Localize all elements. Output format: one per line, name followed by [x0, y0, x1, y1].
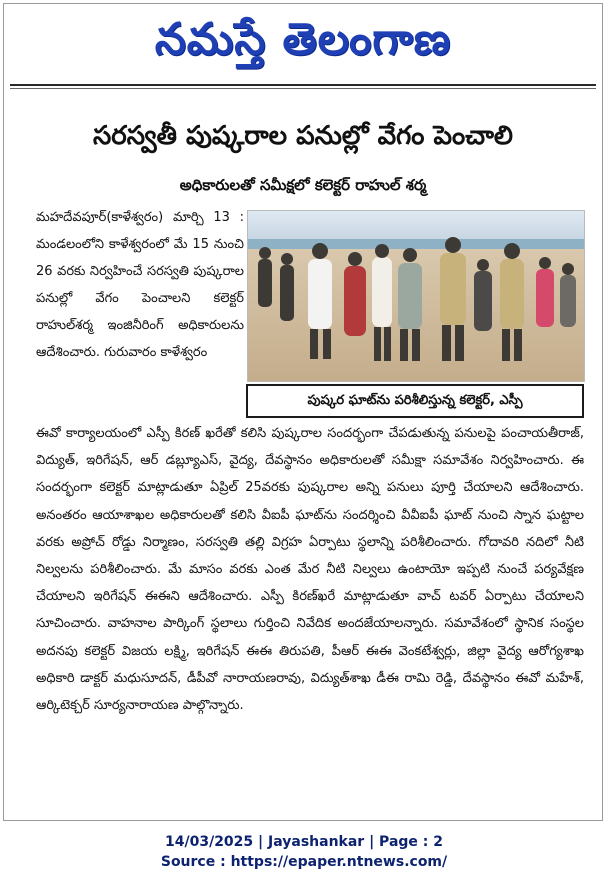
photo-caption: పుష్కర ఘాట్‌ను పరిశీలిస్తున్న కలెక్టర్, ఎస్పీ: [246, 384, 584, 418]
article-body-paragraph: ఈవో కార్యాలయంలో ఎస్పీ కిరణ్ ఖరేతో కలిసి పుష్కరాల సందర్భంగా చేపడుతున్న పనులపై పంచాయతీరాజ్, విద్యుత్, ఇరిగేషన్, ఆర్ డబ్ల్యూఎస్, వైద్య, దేవస్థానం అధికారులతో సమీక్షా సమావేశం నిర్వహించారు. ఈ సందర్భంగా కలెక్టర్ మాట్లాడుతూ ఏప్రిల్ 25వరకు పుష్కరాల అన్ని పనులు పూర్తి చేయాలని ఆదేశించారు. అనంతరం ఆయాశాఖల అధికారులతో కలిసి వీఐపీ ఘాట్‌ను సందర్శించి వీవీఐపీ ఘాట్ నుంచి స్నాన ఘట్టాల వరకు అప్రోచ్ రోడ్డు నిర్మాణం, సరస్వతి తల్లి విగ్రహ ఏర్పాటు స్థలాన్ని పరిశీలించారు. గోదావరి నదిలో నీటి నిల్వలను పరిశీలించారు. మే మాసం వరకు ఎంత మేర నీటి నిల్వలు ఉంటాయో ఇప్పటి నుంచే పర్యవేక్షణ చేయాలని ఇరిగేషన్ ఈఈని ఆదేశించారు. ఎస్పీ కిరణ్‌ఖరే మాట్లాడుతూ వాచ్ టవర్ ఏర్పాటు చేయాలని సూచించారు. వాహనాల పార్కింగ్ స్థలాలు గుర్తించి నివేదిక అందజేయాలన్నారు. సమావేశంలో స్థానిక సంస్థల అదనపు కలెక్టర్ విజయ లక్ష్మి, ఇరిగేషన్ ఈఈ తిరుపతి, పీఆర్ ఈఈ వెంకటేశ్వర్లు, జిల్లా వైద్య ఆరోగ్యశాఖ అధికారి డాక్టర్ మధుసూదన్, డీపీవో నారాయణరావు, విద్యుత్‌శాఖ డీఈ రామి రెడ్డి, దేవస్థానం ఈవో మహేశ్, ఆర్కిటెక్చర్ సూర్యనారాయణ పాల్గొన్నారు.: [36, 426, 584, 714]
masthead-rule: [10, 84, 596, 86]
masthead-title: నమస్తే తెలంగాణ: [154, 14, 452, 65]
article-column-text: మహదేవపూర్(కాళేశ్వరం) మార్చి 13 : మండలంలోని కాళేశ్వరంలో మే 15 నుంచి 26 వరకు నిర్వహించే సరస్వతి పుష్కరాల పనుల్లో వేగం పెంచాలని కలెక్టర్ రాహుల్‌శర్మ ఇంజినీరింగ్ అధికారులను ఆదేశించారు. గురువారం కాళేశ్వరం: [36, 210, 244, 360]
article-body-text: [36, 420, 584, 719]
photo-illustration: [248, 211, 584, 381]
article-photo: [247, 210, 585, 382]
footer-source-link[interactable]: Source : https://epaper.ntnews.com/: [160, 854, 448, 870]
article-headline: సరస్వతీ పుష్కరాల పనుల్లో వేగం పెంచాలి: [93, 121, 513, 151]
footer: [0, 832, 608, 872]
masthead-rule-thin: [10, 88, 596, 89]
article-subheadline: అధికారులతో సమీక్షలో కలెక్టర్ రాహుల్ శర్మ: [179, 176, 427, 194]
footer-date-edition: 14/03/2025 | Jayashankar | Page : 2: [165, 834, 443, 850]
